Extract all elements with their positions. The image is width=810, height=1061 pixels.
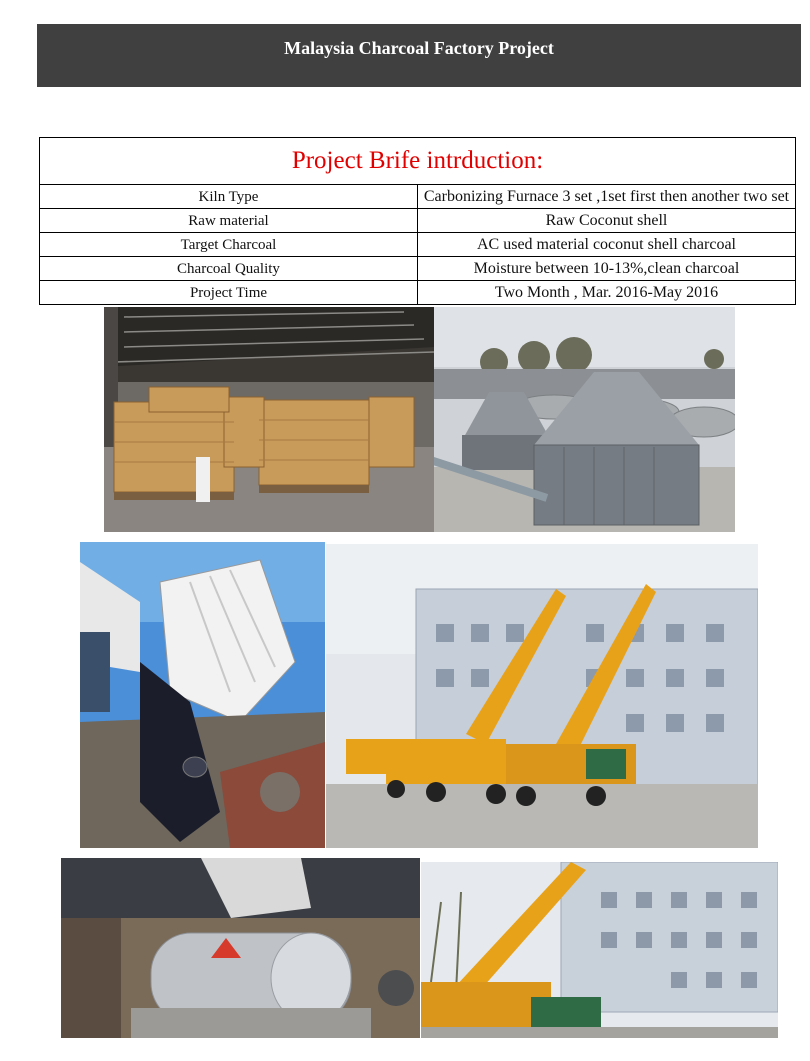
table-row	[40, 185, 796, 209]
photo-container-loading	[80, 542, 325, 848]
row-value: Moisture between 10-13%,clean charcoal	[418, 257, 796, 281]
table-row	[40, 281, 796, 305]
row-key: Raw material	[40, 209, 418, 233]
row-key: Kiln Type	[40, 185, 418, 209]
table-row	[40, 209, 796, 233]
photo-cranes-building	[326, 544, 758, 848]
row-value: Two Month , Mar. 2016-May 2016	[418, 281, 796, 305]
table-title: Project Brife intrduction:	[40, 138, 796, 185]
row-value: Carbonizing Furnace 3 set ,1set first then another two set	[418, 185, 796, 209]
table-row	[40, 257, 796, 281]
row-value: Raw Coconut shell	[418, 209, 796, 233]
project-info-table	[39, 137, 796, 305]
photo-warehouse-pallets	[104, 307, 434, 532]
row-key: Target Charcoal	[40, 233, 418, 257]
photo-crusher-machine	[61, 858, 420, 1038]
row-key: Charcoal Quality	[40, 257, 418, 281]
header-bar	[37, 24, 801, 87]
table-title-row	[40, 138, 796, 185]
table-row	[40, 233, 796, 257]
page-title: Malaysia Charcoal Factory Project	[284, 38, 554, 58]
row-value: AC used material coconut shell charcoal	[418, 233, 796, 257]
row-key: Project Time	[40, 281, 418, 305]
photo-crane-lifting	[421, 862, 778, 1038]
photo-carbonizing-kilns	[434, 307, 735, 532]
